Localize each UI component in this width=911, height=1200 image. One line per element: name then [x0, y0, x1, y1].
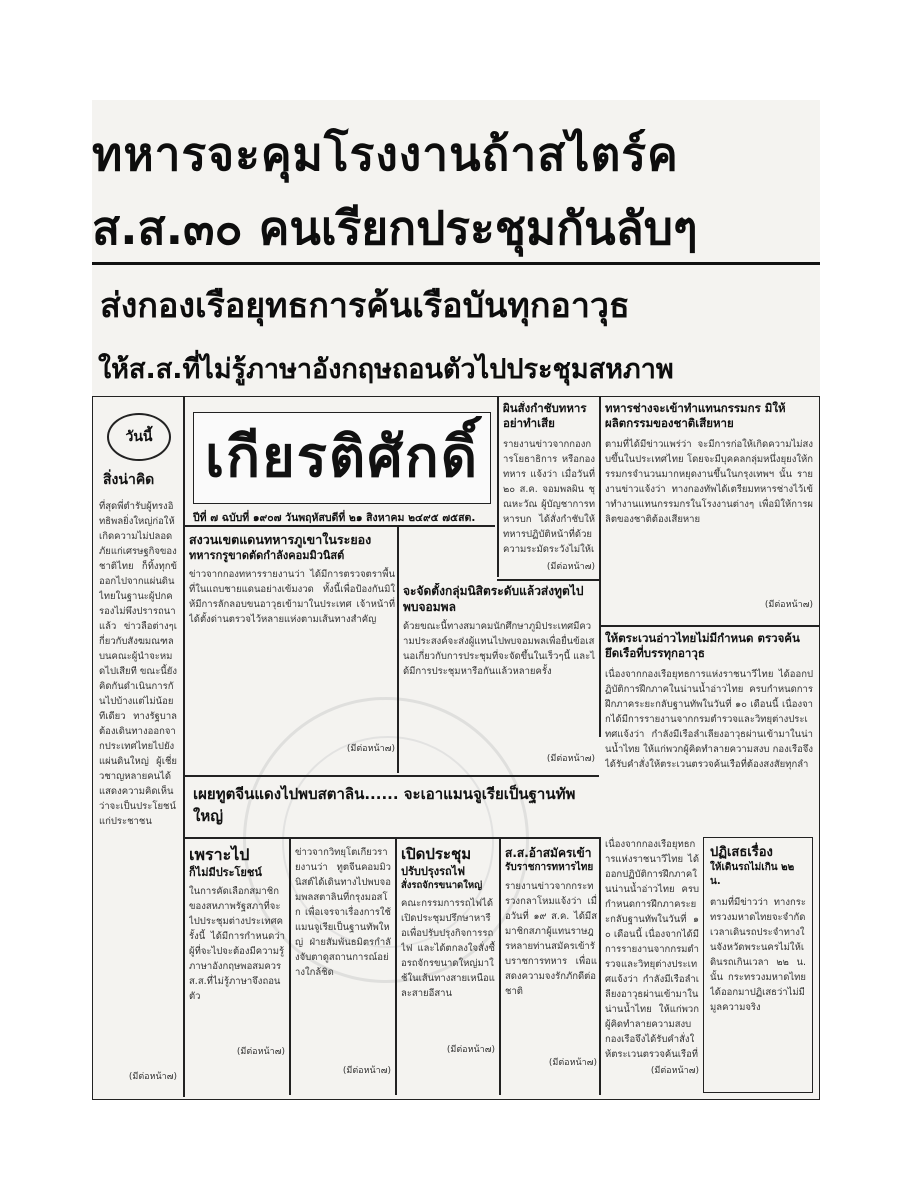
story-j-body: รายงานข่าวจากกระทรวงกลาโหมแจ้งว่า เมื่อวันที่ ๑๙ ส.ค. ได้มีสมาชิกสภาผู้แทนราษฎรหลายท่านสมัครเข้ารับราชการทหาร เพื่อแสดงความจงรักภักดีต่อชาติ [505, 881, 597, 997]
divider [289, 839, 291, 1095]
left-column-more: (มีต่อหน้า๗) [128, 1072, 177, 1082]
story-f-title: เผยทูตจีนแดงไปพบสตาลิน...... จะเอาแมนจูเรียเป็นฐานทัพใหญ่ [193, 785, 576, 825]
headline-1: ทหารจะคุมโรงงานถ้าสไตร์ค [92, 127, 679, 181]
story-g [189, 845, 285, 1091]
story-h-more: (มีต่อหน้า๗) [342, 1066, 391, 1076]
story-j-subtitle: รับราชการทหารไทย [505, 862, 594, 873]
story-d [403, 583, 595, 773]
story-k-subtitle: ให้เดินรถไม่เกิน ๒๒ น. [710, 862, 795, 887]
divider [599, 625, 819, 627]
story-j [505, 845, 597, 1091]
story-i-more: (มีต่อหน้า๗) [446, 1045, 495, 1055]
story-b-more: (มีต่อหน้า๗) [764, 600, 813, 610]
story-g-more: (มีต่อหน้า๗) [236, 1047, 285, 1057]
story-e-continued [605, 837, 699, 1091]
story-i-title: เปิดประชุม [401, 845, 472, 863]
today-badge: วันนี้ [107, 413, 171, 461]
left-column-body: ที่สุดพี่ตำรับผู้ทรงอิทธิพลยิ่งใหญ่ก่อให้เกิดความไม่ปลอดภัยแก่เศรษฐกิจของชาติไทย ก็ทิ้งทุกข้ออกไปจากแผ่นดินไทยในฐานะผู้ปกครองไม่พึงปรารถนาแล้ว ข่าวลือต่างๆเกี่ยวกับสังฆมณฑลบนคณะผู้นำจะหมดไปเสียที ขณะนี้ยังคิดกันดำเนินการกันไปบ้างแต่ไม่น้อยทีเดียว ทางรัฐบาลต้องเดินทางออกจากประเทศไทยไปยังแผ่นดินใหญ่ ผู้เชี่ยวชาญหลายคนได้แสดงความคิดเห็นว่าจะเป็นประโยชน์แก่ประชาชน [99, 501, 177, 827]
story-a-title: ผินสั่งกำชับทหารอย่าทำเสีย [503, 401, 587, 430]
story-e-title: ให้ตระเวนอ่าวไทยไม่มีกำหนด ตรวจค้นยึดเรือที่บรรทุกอาวุธ [605, 631, 800, 660]
story-a [503, 401, 595, 577]
body-frame [92, 396, 820, 1100]
headline-rule [92, 262, 820, 265]
story-c [189, 531, 395, 771]
left-column [97, 401, 179, 1095]
divider [185, 775, 599, 777]
story-h-body: ข่าวจากวิทยุโตเกียวรายงานว่า ทูตจีนคอมมิวนิสต์ได้เดินทางไปพบจอมพลสตาลินที่กรุงมอสโก เพื่อเจรจาเรื่องการใช้แมนจูเรียเป็นฐานทัพใหญ่ ฝ่ายสัมพันธมิตรกำลังจับตาดูสถานการณ์อย่างใกล้ชิด [295, 847, 391, 978]
story-a-body: รายงานข่าวจากกองการโยธาธิการ หรือกองทหาร แจ้งว่า เมื่อวันที่ ๒๐ ส.ค. จอมพลผิน ชุณหะวัณ ผู้บัญชาการทหารบก ได้สั่งกำชับให้ทหารปฏิบัติหน้าที่ด้วยความระมัดระวังไม่ให้เ [503, 439, 595, 555]
story-g-subtitle: ก็ไม่มีประโยชน์ [189, 866, 262, 879]
story-c-body: ข่าวจากกองทหารรายงานว่า ได้มีการตรวจตราพื้นที่ในแถบชายแดนอย่างเข้มงวด ทั้งนี้เพื่อป้องกันมิให้มีการลักลอบขนอาวุธเข้ามาในประเทศ เจ้าหน้าที่ได้ตั้งด่านตรวจไว้หลายแห่งตามเส้นทางสำคัญ [189, 569, 395, 625]
story-e [605, 631, 813, 831]
story-e-body: เนื่องจากกองเรือยุทธการแห่งราชนาวีไทย ได้ออกปฏิบัติการฝึกภาคในน่านน้ำอ่าวไทย ครบกำหนดการฝึกภาคระยะกลับฐานทัพในวันที่ ๑๐ เดือนนี้ เนื่องจากได้มีการรายงานจากกรมตำรวจและวิทยุต่างประเทศแจ้งว่า กำลังมีเรือลำเลียงอาวุธผ่านเข้ามาในน่านน้ำไทย ให้แก่พวกผู้คิดทำลายความสงบ กองเรือจึงได้รับคำสั่งให้ตระเวนตรวจค้นเรือที่ต้องสงสัยทุกลำ [605, 669, 813, 770]
divider [599, 397, 601, 737]
divider [599, 837, 601, 1095]
story-i-sub2: สั่งรถจักรขนาดใหญ่ [401, 880, 483, 891]
divider [185, 525, 495, 527]
divider [499, 839, 501, 1095]
story-e-body-continued: เนื่องจากกองเรือยุทธการแห่งราชนาวีไทย ได้ออกปฏิบัติการฝึกภาคในน่านน้ำอ่าวไทย ครบกำหนดการฝึกภาคระยะกลับฐานทัพในวันที่ ๑๐ เดือนนี้ เนื่องจากได้มีการรายงานจากกรมตำรวจและวิทยุต่างประเทศแจ้งว่า กำลังมีเรือลำเลียงอาวุธผ่านเข้ามาในน่านน้ำไทย ให้แก่พวกผู้คิดทำลายความสงบ กองเรือจึงได้รับคำสั่งให้ตระเวนตรวจค้นเรือที่ [605, 839, 699, 1060]
story-i [401, 845, 495, 1091]
divider [397, 527, 399, 773]
story-a-more: (มีต่อหน้า๗) [546, 562, 595, 572]
divider [183, 397, 185, 1097]
story-k [703, 837, 813, 1093]
newspaper-page [92, 100, 820, 1100]
divider [497, 579, 599, 581]
story-b-title: ทหารช่างจะเข้าทำแทนกรรมกร มิให้ผลิตกรรมของชาติเสียหาย [605, 401, 786, 430]
story-k-title: ปฏิเสธเรื่อง [710, 845, 773, 860]
story-c-title: สงวนเขตแดนทหารภูเขาในระยอง [189, 532, 372, 547]
story-d-more: (มีต่อหน้า๗) [546, 754, 595, 764]
story-d-body: ด้วยขณะนี้ทางสมาคมนักศึกษาภูมิประเทศมีความประสงค์จะส่งผู้แทนไปพบจอมพลเพื่อยื่นข้อเสนอเกี่ยวกับการประชุมที่จะจัดขึ้นในเร็วๆนี้ และได้มีการประชุมหารือกันแล้วหลายครั้ง [403, 621, 595, 677]
story-h [295, 845, 391, 1091]
story-j-more: (มีต่อหน้า๗) [548, 1058, 597, 1068]
story-i-subtitle: ปรับปรุงรถไฟ [401, 865, 466, 878]
headline-4: ให้ส.ส.ที่ไม่รู้ภาษาอังกฤษถอนตัวไปประชุมสหภาพ [98, 354, 674, 385]
story-e-more: (มีต่อหน้า๗) [650, 1066, 699, 1076]
divider [395, 839, 397, 1095]
divider [497, 397, 499, 577]
story-b [605, 401, 813, 621]
story-c-more: (มีต่อหน้า๗) [346, 744, 395, 754]
story-j-title: ส.ส.อ้าสมัครเข้า [505, 846, 592, 860]
story-i-body: คณะกรรมการรถไฟได้เปิดประชุมปรึกษาหารือเพื่อปรับปรุงกิจการรถไฟ และได้ตกลงใจสั่งซื้อรถจักรขนาดใหญ่มาใช้ในเส้นทางสายเหนือและสายอีสาน [401, 898, 495, 999]
story-b-body: ตามที่ได้มีข่าวแพร่ว่า จะมีการก่อให้เกิดความไม่สงบขึ้นในประเทศไทย โดยจะมีบุคคลกลุ่มหนึ่งยุยงให้กรรมกรจำนวนมากหยุดงานขึ้นในกรุงเทพฯ นั้น รายงานข่าวแจ้งว่า ทางกองทัพได้เตรียมทหารช่างไว้เข้าทำงานแทนกรรมกรในโรงงานต่างๆ เพื่อมิให้การผลิตของชาติต้องเสียหาย [605, 439, 813, 525]
left-column-heading: สิ่งน่าคิด [103, 472, 155, 488]
divider [185, 837, 599, 839]
issue-line: ปีที่ ๗ ฉบับที่ ๑๙๐๗ วันพฤหัสบดีที่ ๒๑ สิงหาคม ๒๔๙๕ ๗๕สต. [193, 512, 476, 524]
story-g-body: ในการคัดเลือกสมาชิกของสหภาพรัฐสภาที่จะไปประชุมต่างประเทศครั้งนี้ ได้มีการกำหนดว่าผู้ที่จะไปจะต้องมีความรู้ภาษาอังกฤษพอสมควร ส.ส.ที่ไม่รู้ภาษาจึงถอนตัว [189, 886, 285, 1002]
story-d-title: จะจัดตั้งกลุ่มนิสิตระดับแล้วส่งทูตไปพบจอมพล [403, 584, 584, 614]
masthead-logo: เกียรติศักดิ์ [193, 412, 491, 504]
story-c-subtitle: ทหารกรูขาดตัดกำลังคอมมิวนิสต์ [189, 549, 345, 562]
story-f [193, 783, 593, 833]
story-g-title: เพราะไป [189, 845, 250, 864]
story-k-body: ตามที่มีข่าวว่า ทางกระทรวงมหาดไทยจะจำกัดเวลาเดินรถประจำทางในจังหวัดพระนครไม่ให้เดินรถเกินเวลา ๒๒ น. นั้น กระทรวงมหาดไทยได้ออกมาปฏิเสธว่าไม่มีมูลความจริง [710, 897, 806, 1013]
headline-3: ส่งกองเรือยุทธการค้นเรือบันทุกอาวุธ [100, 286, 630, 326]
headline-2: ส.ส.๓๐ คนเรียกประชุมกันลับๆ [92, 201, 698, 255]
